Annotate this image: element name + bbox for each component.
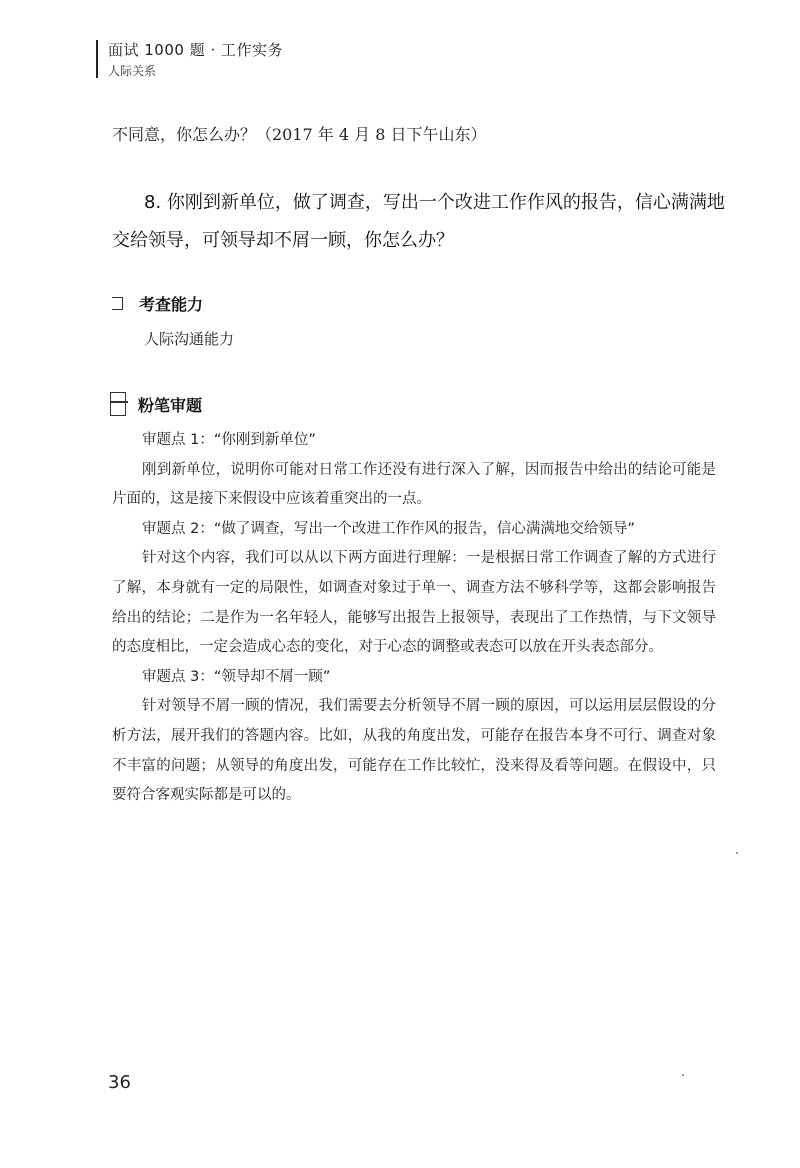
running-header-subtitle: 人际关系 (108, 64, 157, 78)
analysis-point-1: 审题点 1：“你刚到新单位” (142, 432, 316, 448)
analysis-heading-label: 粉笔审题 (138, 395, 203, 415)
ability-section-heading (110, 292, 203, 315)
analysis-point-2: 审题点 2：“做了调查，写出一个改进工作作风的报告，信心满满地交给领导” (142, 520, 635, 537)
analysis-paragraph-3: 针对领导不屑一顾的情况，我们需要去分析领导不屑一顾的原因，可以运用层层假设的分析方法，展开我们的答题内容。比如，从我的角度出发，可能存在报告本身不可行、调查对象不丰富的问题；从领导的角度出发，可能存在工作比较忙，没来得及看等问题。在假设中，只要符合客观实际都是可以的。 (112, 698, 716, 804)
analysis-paragraph-1: 刚到新单位，说明你可能对日常工作还没有进行深入了解，因而报告中给出的结论可能是片面的，这是接下来假设中应该着重突出的一点。 (112, 461, 716, 508)
scan-speck (682, 1074, 684, 1076)
chalk-icon (110, 392, 126, 416)
ability-content: 人际沟通能力 (144, 330, 235, 348)
analysis-point-3: 审题点 3：“领导却不屑一顾” (142, 668, 331, 685)
header-rule (96, 40, 98, 78)
page-number: 36 (108, 1072, 131, 1093)
analysis-body (112, 426, 716, 811)
analysis-paragraph-2: 针对这个内容，我们可以从以下两方面进行理解：一是根据日常工作调查了解的方式进行了解，本身就有一定的局限性，如调查对象过于单一、调查方法不够科学等，这都会影响报告给出的结论；二是作为一名年轻人，能够写出报告上报领导，表现出了工作热情，与下文领导的态度相比，一定会造成心态的变化，对于心态的调整或表态可以放在开头表态部分。 (112, 550, 716, 656)
analysis-section-heading (110, 392, 202, 416)
previous-question-tail: 不同意，你怎么办？（2017 年 4 月 8 日下午山东） (112, 125, 487, 144)
ability-heading-label: 考查能力 (139, 295, 204, 314)
running-header-title: 面试 1000 题 · 工作实务 (108, 41, 284, 59)
bracket-icon (112, 297, 123, 310)
scan-speck (736, 852, 738, 854)
question-heading: 8. 你刚到新单位，做了调查，写出一个改进工作作风的报告，信心满满地交给领导，可领导却不屑一顾，你怎么办？ (112, 192, 725, 251)
